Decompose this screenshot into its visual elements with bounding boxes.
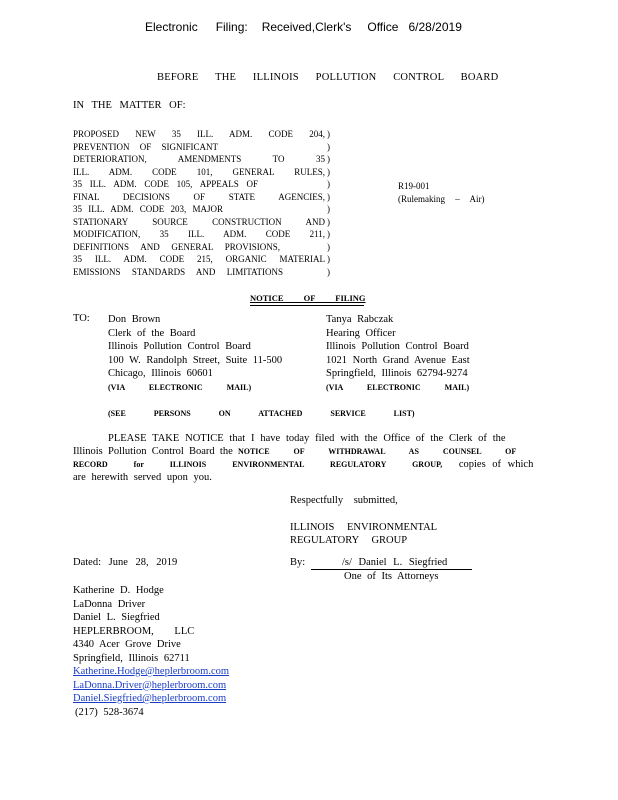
notice-heading-underline xyxy=(250,305,364,306)
caption-line: EMISSIONS STANDARDS AND LIMITATIONS xyxy=(73,266,283,277)
signature: /s/ Daniel L. Siegfried xyxy=(342,557,448,568)
recipient-city: Chicago, Illinois 60601 xyxy=(108,368,213,379)
recipient-org: Illinois Pollution Control Board xyxy=(108,341,251,352)
body-line: are herewith served upon you. xyxy=(73,472,212,483)
stamp-word: Received,Clerk's xyxy=(261,20,352,34)
counsel-name: LaDonna Driver xyxy=(73,598,146,610)
paren: ) xyxy=(327,141,330,152)
notice-heading: NOTICE OF FILING xyxy=(250,293,366,303)
caption-line: 35 ILL. ADM. CODE 215, ORGANIC MATERIAL xyxy=(73,254,325,264)
caption-line: MODIFICATION, 35 ILL. ADM. CODE 211, xyxy=(73,229,325,239)
caption-line: 35 ILL. ADM. CODE 203, MAJOR xyxy=(73,204,223,214)
recipient-org: Illinois Pollution Control Board xyxy=(326,341,469,352)
caption-line: FINAL DECISIONS OF STATE AGENCIES, xyxy=(73,191,325,202)
by-label: By: xyxy=(290,557,306,568)
paren: ) xyxy=(327,179,330,189)
paren: ) xyxy=(327,191,330,202)
recipient-right xyxy=(326,313,470,394)
caption-line: PROPOSED NEW 35 ILL. ADM. CODE 204, xyxy=(73,129,325,139)
signatory-org: ILLINOIS ENVIRONMENTAL xyxy=(290,522,438,533)
body-text: copies of which xyxy=(458,459,534,470)
filing-stamp xyxy=(145,20,462,34)
paren: ) xyxy=(327,154,330,164)
body-line: PLEASE TAKE NOTICE that I have today filed with the Office of the Clerk of the xyxy=(108,433,506,444)
recipient-title: Hearing Officer xyxy=(326,327,396,339)
to-label: TO: xyxy=(73,313,90,324)
caption-line: DETERIORATION, AMENDMENTS TO 35 xyxy=(73,154,325,164)
stamp-word: Office xyxy=(367,20,399,34)
recipient-city: Springfield, Illinois 62794-9274 xyxy=(326,368,468,379)
page-title: BEFORE THE ILLINOIS POLLUTION CONTROL BOARD xyxy=(157,72,499,83)
recipient-name: Tanya Rabczak xyxy=(326,314,394,325)
stamp-word: Filing: xyxy=(215,20,248,34)
stamp-word: 6/28/2019 xyxy=(408,20,462,34)
paren: ) xyxy=(327,254,330,264)
counsel-street: 4340 Acer Grove Drive xyxy=(73,639,181,650)
paren: ) xyxy=(327,129,330,139)
respectfully-submitted: Respectfully submitted, xyxy=(290,495,398,506)
counsel-city: Springfield, Illinois 62711 xyxy=(73,652,190,664)
paren: ) xyxy=(327,229,330,239)
docket-type: (Rulemaking – Air) xyxy=(398,194,485,204)
paren: ) xyxy=(327,266,330,277)
recipient-via: (VIA ELECTRONIC MAIL) xyxy=(326,382,470,392)
caption-line: ILL. ADM. CODE 101, GENERAL RULES, xyxy=(73,166,325,177)
in-the-matter: IN THE MATTER OF: xyxy=(73,100,186,111)
dated: Dated: June 28, 2019 xyxy=(73,557,178,568)
counsel-firm: HEPLERBROOM, LLC xyxy=(73,625,195,637)
recipient-via: (VIA ELECTRONIC MAIL) xyxy=(108,382,252,392)
recipient-name: Don Brown xyxy=(108,314,161,325)
caption-line: 35 ILL. ADM. CODE 105, APPEALS OF xyxy=(73,179,258,189)
docket-number: R19-001 xyxy=(398,181,430,191)
email-link[interactable]: Katherine.Hodge@heplerbroom.com xyxy=(73,666,230,677)
email-link[interactable]: Daniel.Siegfried@heplerbroom.com xyxy=(73,693,227,704)
body-line xyxy=(73,446,516,459)
attorney-note: One of Its Attorneys xyxy=(344,571,439,582)
body-line xyxy=(73,459,533,472)
service-list-note: (SEE PERSONS ON ATTACHED SERVICE LIST) xyxy=(108,409,415,418)
recipient-title: Clerk of the Board xyxy=(108,327,196,339)
signature-line xyxy=(311,569,472,570)
body-bold-text: RECORD for ILLINOIS ENVIRONMENTAL REGULATORY GROUP, xyxy=(73,460,443,469)
paren: ) xyxy=(327,216,330,227)
caption-line: STATIONARY SOURCE CONSTRUCTION AND xyxy=(73,216,325,227)
counsel-block xyxy=(73,584,262,719)
stamp-word: Electronic xyxy=(145,20,198,34)
counsel-name: Daniel L. Siegfried xyxy=(73,612,160,623)
body-bold-text: NOTICE OF WITHDRAWAL AS COUNSEL OF xyxy=(237,447,517,456)
counsel-phone: (217) 528-3674 xyxy=(75,706,144,718)
paren: ) xyxy=(327,204,330,214)
counsel-name: Katherine D. Hodge xyxy=(73,585,164,596)
caption-line: PREVENTION OF SIGNIFICANT xyxy=(73,141,218,152)
paren: ) xyxy=(327,241,330,252)
email-link[interactable]: LaDonna.Driver@heplerbroom.com xyxy=(73,679,227,691)
body-text: Illinois Pollution Control Board the xyxy=(73,446,233,457)
recipient-street: 100 W. Randolph Street, Suite 11-500 xyxy=(108,354,283,366)
recipient-left xyxy=(108,313,282,394)
caption-line: DEFINITIONS AND GENERAL PROVISIONS, xyxy=(73,241,280,252)
recipient-street: 1021 North Grand Avenue East xyxy=(326,354,470,366)
paren: ) xyxy=(327,166,330,177)
signatory-org: REGULATORY GROUP xyxy=(290,535,408,546)
